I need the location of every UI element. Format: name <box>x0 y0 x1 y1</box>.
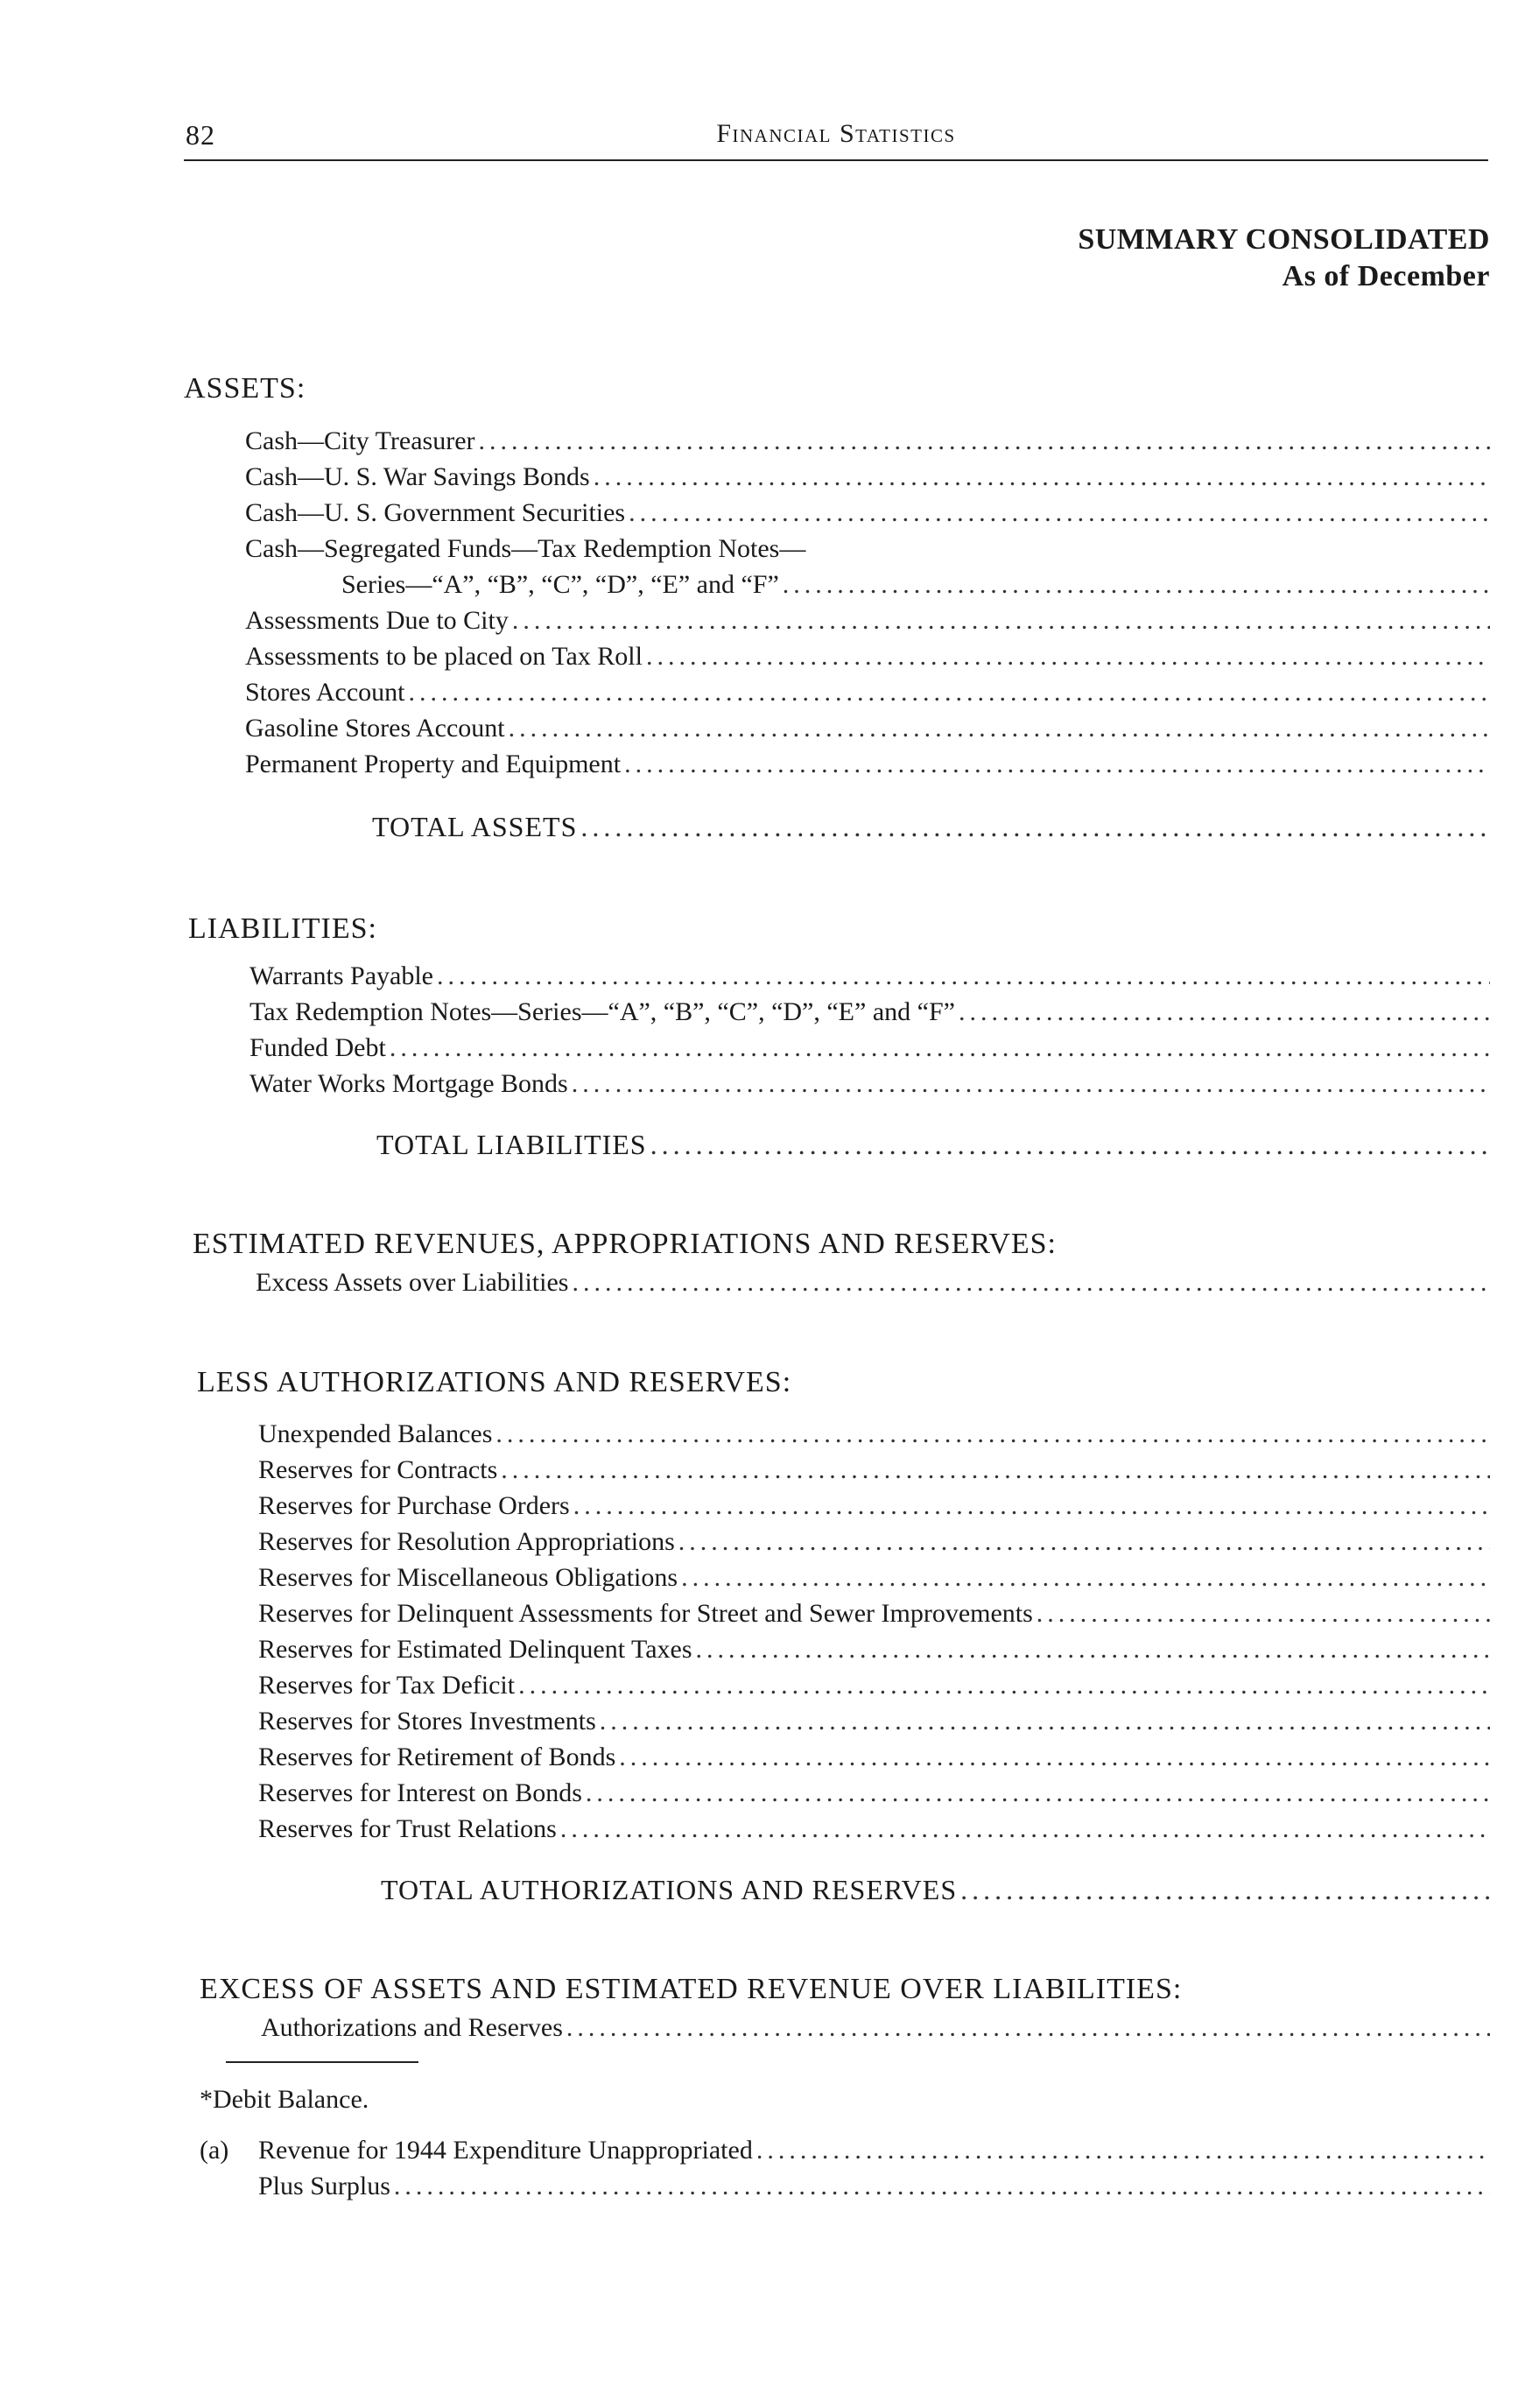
dot-leader <box>390 1031 1490 1066</box>
dot-leader <box>619 1740 1490 1775</box>
asset-row <box>245 675 1490 710</box>
dot-leader <box>408 675 1490 710</box>
total-authorizations-row <box>381 1872 1490 1907</box>
reserve-row <box>258 1417 1490 1452</box>
summary-title: SUMMARY CONSOLIDATED <box>1078 223 1490 256</box>
asset-row <box>245 424 1490 459</box>
reserve-label: Reserves for Contracts <box>258 1455 498 1484</box>
reserve-label: Reserves for Trust Relations <box>258 1814 557 1843</box>
footnote-a-row <box>258 2169 1490 2204</box>
asset-label: Stores Account <box>245 678 405 707</box>
asset-row <box>245 639 1490 674</box>
dot-leader <box>594 460 1490 495</box>
running-title: Financial Statistics <box>716 119 956 148</box>
dot-leader <box>479 424 1491 459</box>
excess-assets-label: Excess Assets over Liabilities <box>256 1268 569 1297</box>
assets-heading: ASSETS: <box>184 372 306 405</box>
footnote-a-label: Plus Surplus <box>258 2172 390 2200</box>
dot-leader <box>959 995 1490 1030</box>
total-authorizations-label: TOTAL AUTHORIZATIONS AND RESERVES <box>381 1874 958 1905</box>
liability-row <box>249 959 1490 994</box>
dot-leader <box>572 1265 1490 1300</box>
dot-leader <box>566 2010 1490 2045</box>
dot-leader <box>1037 1596 1490 1631</box>
liability-label: Warrants Payable <box>249 961 433 990</box>
reserve-row <box>258 1668 1490 1703</box>
dot-leader <box>600 1704 1490 1739</box>
reserve-row <box>258 1524 1490 1560</box>
dot-leader <box>512 603 1490 638</box>
authorizations-heading: LESS AUTHORIZATIONS AND RESERVES: <box>197 1366 792 1398</box>
liabilities-heading: LIABILITIES: <box>188 912 377 945</box>
dot-leader <box>501 1453 1490 1488</box>
authorizations-reserves-label: Authorizations and Reserves <box>261 2013 563 2042</box>
dot-leader <box>394 2169 1490 2204</box>
dot-leader <box>437 959 1490 994</box>
reserve-label: Reserves for Miscellaneous Obligations <box>258 1563 678 1592</box>
reserve-row <box>258 1776 1490 1811</box>
asset-label: Gasoline Stores Account <box>245 714 505 743</box>
asset-row <box>245 747 1490 782</box>
reserve-label: Reserves for Delinquent Assessments for Street and Sewer Improvements <box>258 1599 1033 1628</box>
asset-label: Assessments Due to City <box>245 606 509 635</box>
asset-label: Cash—U. S. War Savings Bonds <box>245 462 590 491</box>
page-number: 82 <box>186 119 215 151</box>
authorizations-reserves-row <box>261 2010 1490 2045</box>
asset-row <box>245 496 1490 531</box>
debit-balance-note: *Debit Balance. <box>200 2085 369 2114</box>
reserve-row <box>258 1453 1490 1488</box>
excess-heading: EXCESS OF ASSETS AND ESTIMATED REVENUE OVER LIABILITIES: <box>200 1973 1183 2005</box>
reserve-label: Unexpended Balances <box>258 1419 493 1448</box>
dot-leader <box>783 567 1490 602</box>
total-liabilities-label: TOTAL LIABILITIES <box>376 1129 647 1160</box>
footnote-marker-a: (a) <box>200 2136 229 2165</box>
asset-label: Series—“A”, “B”, “C”, “D”, “E” and “F” <box>341 570 779 599</box>
footnote-a-label: Revenue for 1944 Expenditure Unappropriated <box>258 2136 753 2165</box>
dot-leader <box>650 1127 1490 1162</box>
asset-row <box>245 711 1490 746</box>
reserve-label: Reserves for Retirement of Bonds <box>258 1743 616 1771</box>
asset-row <box>341 567 1490 602</box>
reserve-label: Reserves for Resolution Appropriations <box>258 1527 675 1556</box>
liability-row <box>249 1067 1490 1102</box>
dot-leader <box>681 1560 1490 1595</box>
reserve-row <box>258 1489 1490 1524</box>
dot-leader <box>678 1524 1490 1560</box>
reserve-row <box>258 1704 1490 1739</box>
footnote-a-row <box>258 2133 1490 2168</box>
reserve-label: Reserves for Interest on Bonds <box>258 1778 582 1807</box>
estimated-revenues-heading: ESTIMATED REVENUES, APPROPRIATIONS AND RESERVES: <box>193 1228 1058 1260</box>
liability-row <box>249 1031 1490 1066</box>
liability-label: Tax Redemption Notes—Series—“A”, “B”, “C”, “D”, “E” and “F” <box>249 997 955 1026</box>
dot-leader <box>509 711 1490 746</box>
asset-label: Cash—U. S. Government Securities <box>245 498 626 527</box>
reserve-row <box>258 1812 1490 1847</box>
dot-leader <box>624 747 1490 782</box>
liability-label: Water Works Mortgage Bonds <box>249 1069 568 1098</box>
total-assets-label: TOTAL ASSETS <box>372 811 578 842</box>
page-header <box>184 114 1488 161</box>
footnote-divider <box>226 2061 418 2063</box>
dot-leader <box>696 1632 1490 1667</box>
reserve-row <box>258 1632 1490 1667</box>
dot-leader <box>495 1417 1490 1452</box>
dot-leader <box>573 1489 1490 1524</box>
dot-leader <box>580 809 1490 844</box>
asset-label: Permanent Property and Equipment <box>245 750 622 778</box>
dot-leader <box>586 1776 1490 1811</box>
dot-leader <box>756 2133 1490 2168</box>
dot-leader <box>646 639 1490 674</box>
asset-row <box>245 460 1490 495</box>
reserve-row <box>258 1596 1490 1631</box>
summary-subtitle: As of December <box>1282 260 1490 292</box>
total-liabilities-row <box>376 1127 1490 1162</box>
dot-leader <box>572 1067 1490 1102</box>
reserve-label: Reserves for Tax Deficit <box>258 1671 516 1700</box>
dot-leader <box>518 1668 1490 1703</box>
asset-label: Assessments to be placed on Tax Roll <box>245 642 643 671</box>
reserve-row <box>258 1740 1490 1775</box>
asset-label: Cash—City Treasurer <box>245 426 475 455</box>
reserve-row <box>258 1560 1490 1595</box>
dot-leader <box>960 1872 1490 1907</box>
total-assets-row <box>372 809 1490 844</box>
dot-leader <box>629 496 1490 531</box>
asset-label: Cash—Segregated Funds—Tax Redemption Notes— <box>245 534 806 563</box>
asset-row <box>245 603 1490 638</box>
liability-row <box>249 995 1490 1030</box>
reserve-label: Reserves for Stores Investments <box>258 1707 596 1736</box>
liability-label: Funded Debt <box>249 1033 386 1062</box>
dot-leader <box>560 1812 1490 1847</box>
reserve-label: Reserves for Purchase Orders <box>258 1491 570 1520</box>
reserve-label: Reserves for Estimated Delinquent Taxes <box>258 1635 692 1664</box>
excess-assets-row <box>256 1265 1490 1300</box>
